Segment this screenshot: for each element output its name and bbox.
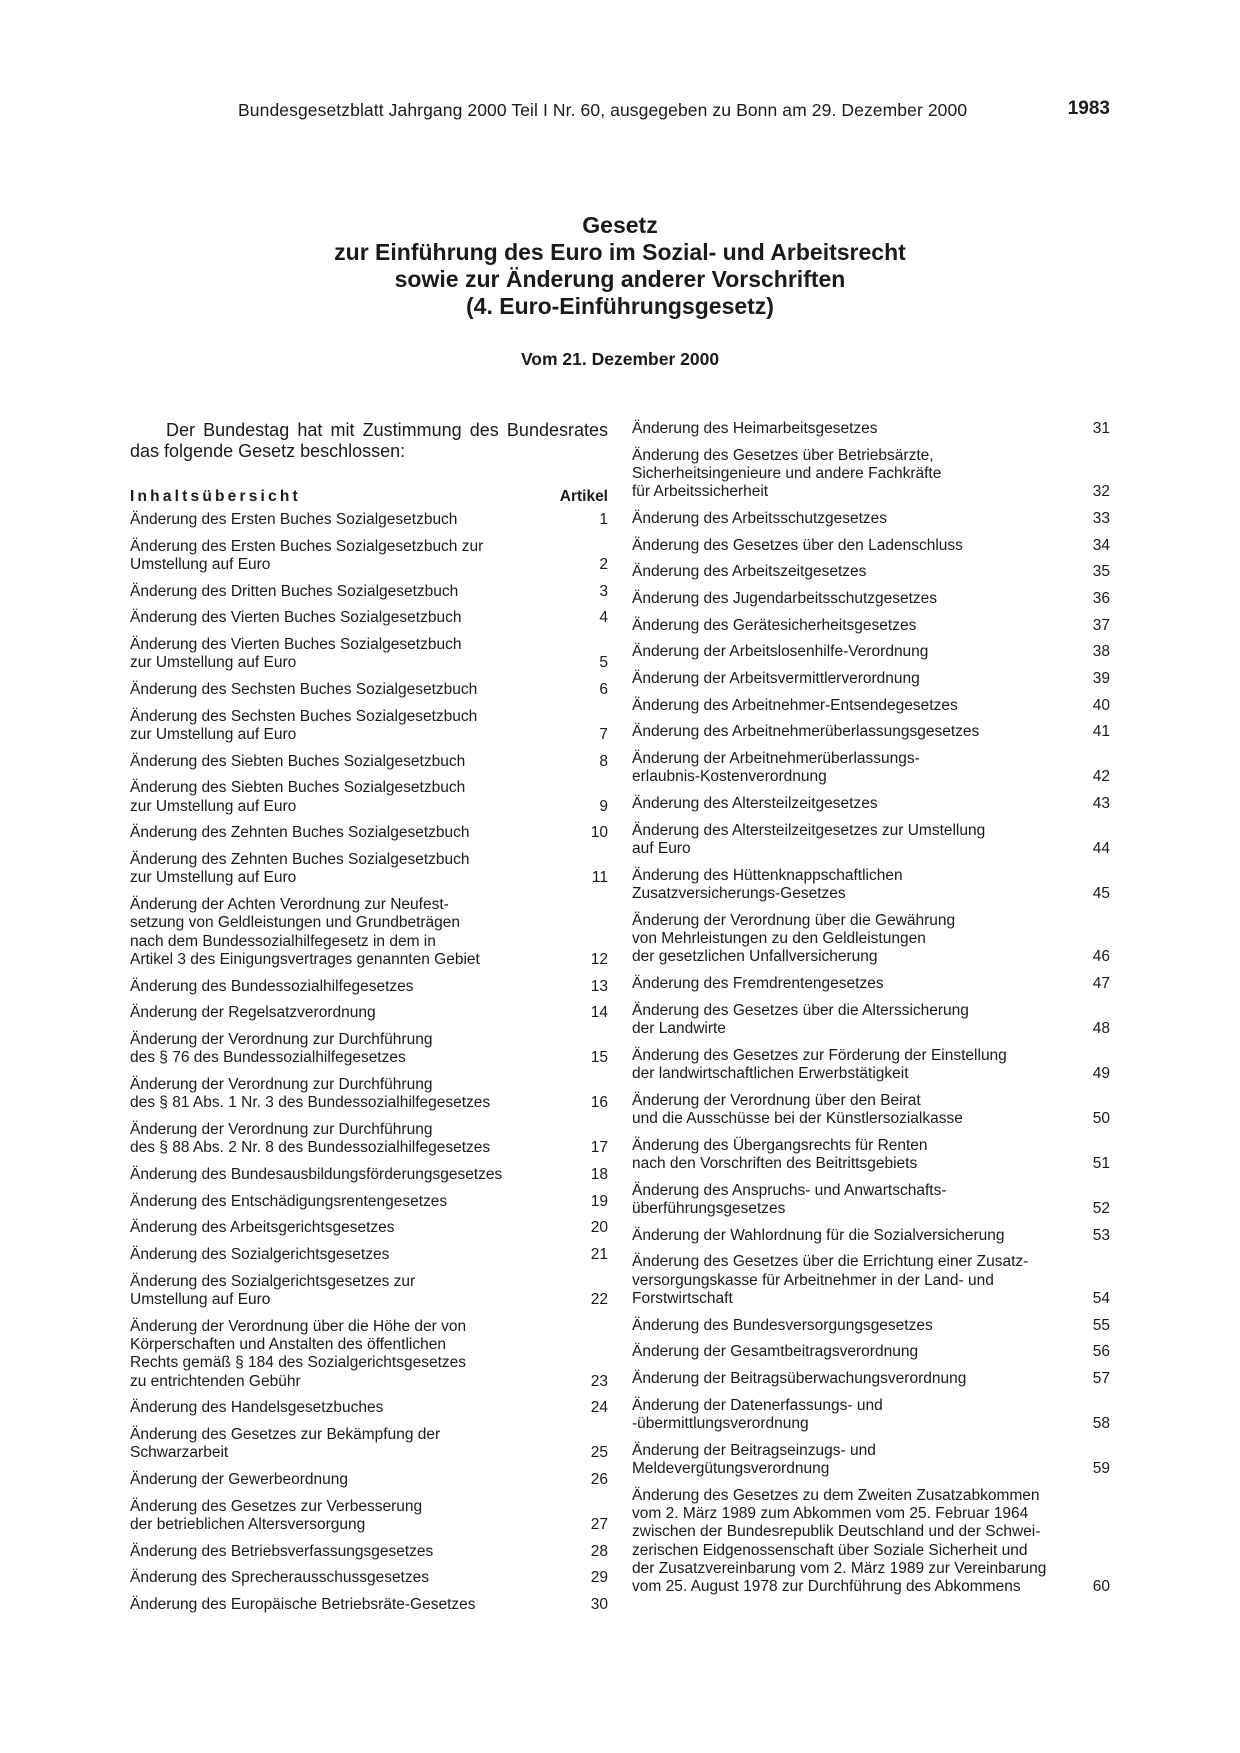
toc-entry-text: Änderung des Gesetzes zur Förderung der Einstellung der landwirtschaftlichen Erwerbstätigkeit [632, 1046, 1007, 1083]
toc-entry-article-number: 2 [599, 555, 608, 573]
toc-entry-text: Änderung des Gesetzes zur Verbesserung der betrieblichen Altersversorgung [130, 1497, 423, 1533]
toc-entry [632, 563, 1110, 581]
toc-entry-article-number: 14 [590, 1004, 608, 1022]
toc-entry [632, 1370, 1110, 1388]
toc-entry-text: Änderung des Bundesversorgungsgesetzes [632, 1316, 933, 1334]
toc-entry-text: Änderung des Arbeitnehmerüberlassungsgesetzes [632, 723, 980, 741]
toc-entry-article-number: 57 [1092, 1370, 1110, 1388]
toc-entry [130, 978, 608, 996]
toc-entry-article-number: 46 [1092, 948, 1110, 966]
toc-entry-article-number: 34 [1092, 536, 1110, 554]
toc-entry-text: Änderung der Verordnung über die Höhe der von Körperschaften und Anstalten des öffentlichen Rechts gemäß § 184 des Sozialgerichtsgesetzes zu entrichtenden Gebühr [130, 1317, 467, 1390]
toc-entry-text: Änderung der Verordnung über die Gewährung von Mehrleistungen zu den Geldleistungen der gesetzlichen Unfallversicherung [632, 911, 956, 966]
toc-entry-text: Änderung der Datenerfassungs- und -übermittlungsverordnung [632, 1396, 883, 1433]
toc-entry-text: Änderung des Arbeitsgerichtsgesetzes [130, 1219, 395, 1237]
toc-entry-article-number: 56 [1092, 1343, 1110, 1361]
toc-entry-article-number: 4 [599, 609, 608, 627]
toc-entry [130, 1121, 608, 1158]
toc-entry [130, 681, 608, 699]
toc-entry [130, 538, 608, 575]
toc-entry [130, 824, 608, 842]
toc-entry [130, 511, 608, 529]
toc-entry [632, 1487, 1110, 1597]
toc-entry-text: Änderung der Verordnung zur Durchführung des § 81 Abs. 1 Nr. 3 des Bundessozialhilfegesetzes [130, 1075, 491, 1112]
toc-entry [632, 750, 1110, 787]
toc-entry-text: Änderung des Arbeitsschutzgesetzes [632, 509, 888, 527]
toc-entry-article-number: 32 [1092, 483, 1110, 501]
toc-entry [130, 609, 608, 627]
toc-entry [632, 643, 1110, 661]
toc-entry-text: Änderung des Siebten Buches Sozialgesetzbuch [130, 752, 466, 770]
toc-entry-article-number: 39 [1092, 670, 1110, 688]
toc-entry [632, 822, 1110, 859]
toc-entry-article-number: 55 [1092, 1316, 1110, 1334]
toc-entry [632, 1253, 1110, 1308]
toc-entry-text: Änderung der Beitragseinzugs- und Meldevergütungsverordnung [632, 1441, 876, 1477]
toc-entry [632, 1002, 1110, 1039]
toc-entry-article-number: 51 [1092, 1155, 1110, 1173]
toc-entry-article-number: 33 [1092, 509, 1110, 527]
toc-entry [632, 697, 1110, 715]
toc-entry-text: Änderung der Arbeitsvermittlerverordnung [632, 670, 920, 688]
toc-entry [130, 1498, 608, 1535]
toc-entry-text: Änderung des Sozialgerichtsgesetzes [130, 1246, 390, 1264]
toc-entry-article-number: 36 [1092, 590, 1110, 608]
toc-entry-article-number: 5 [599, 654, 608, 672]
toc-entry-text: Änderung der Verordnung zur Durchführung des § 76 des Bundessozialhilfegesetzes [130, 1031, 433, 1067]
toc-entry [632, 447, 1110, 502]
toc-entry-article-number: 31 [1092, 420, 1110, 437]
toc-entry-article-number: 16 [590, 1094, 608, 1112]
toc-entry-text: Änderung des Sprecherausschussgesetzes [130, 1569, 429, 1587]
toc-entry-article-number: 53 [1092, 1226, 1110, 1244]
toc-entry [130, 1596, 608, 1614]
toc-entry-text: Änderung des Gesetzes über die Alterssicherung der Landwirte [632, 1001, 969, 1038]
toc-entry-text: Änderung des Anspruchs- und Anwartschafts- überführungsgesetzes [632, 1181, 947, 1217]
toc-entry [632, 617, 1110, 635]
toc-entry [632, 1442, 1110, 1479]
toc-entry [632, 723, 1110, 741]
toc-entry-text: Änderung des Übergangsrechts für Renten nach den Vorschriften des Beitrittsgebiets [632, 1136, 928, 1173]
toc-entry-text: Änderung des Heimarbeitsgesetzes [632, 420, 878, 437]
toc-entry-text: Änderung der Wahlordnung für die Sozialversicherung [632, 1226, 1005, 1244]
toc-entry [632, 795, 1110, 813]
toc-entry [130, 851, 608, 888]
toc-entry [632, 1227, 1110, 1245]
toc-entry [130, 1166, 608, 1184]
toc-entry-text: Änderung des Ersten Buches Sozialgesetzbuch [130, 511, 458, 528]
toc-entry [632, 670, 1110, 688]
toc-entry-article-number: 19 [590, 1192, 608, 1210]
toc-entry [632, 420, 1110, 438]
toc-entry-text: Änderung des Gesetzes über Betriebsärzte, Sicherheitsingenieure und andere Fachkräfte für Arbeitssicherheit [632, 446, 942, 501]
toc-entry-article-number: 59 [1092, 1460, 1110, 1477]
toc-entry-text: Änderung des Sechsten Buches Sozialgesetzbuch zur Umstellung auf Euro [130, 707, 478, 744]
toc-entry-text: Änderung des Betriebsverfassungsgesetzes [130, 1542, 434, 1560]
toc-entry-article-number: 26 [590, 1470, 608, 1488]
toc-entry-text: Änderung des Vierten Buches Sozialgesetzbuch zur Umstellung auf Euro [130, 636, 462, 672]
toc-entry-article-number: 49 [1092, 1065, 1110, 1083]
toc-entry-article-number: 45 [1092, 885, 1110, 903]
toc-entry-text: Änderung des Gesetzes zu dem Zweiten Zusatzabkommen vom 2. März 1989 zum Abkommen vom 25. Februar 1964 zwischen der Bundesrepublik Deutschland und der Schwei- zerischen Eidgenossenschaft über Soziale Sicherheit und der Zusatzvereinbarung vom 2. März 1989 zur Vereinbarung vom 25. August 1978 zur Durchführung des Abkommens [632, 1486, 1047, 1596]
toc-entry [130, 1543, 608, 1561]
toc-entry-article-number: 10 [590, 824, 608, 842]
toc-entry-text: Änderung der Gewerbeordnung [130, 1470, 349, 1488]
document-title [0, 212, 1240, 320]
toc-entry-article-number: 42 [1092, 768, 1110, 786]
toc-entry-article-number: 23 [590, 1372, 608, 1390]
toc-entry-text: Änderung des Zehnten Buches Sozialgesetzbuch zur Umstellung auf Euro [130, 851, 470, 887]
toc-entry-article-number: 38 [1092, 643, 1110, 661]
toc-entry-article-number: 60 [1092, 1578, 1110, 1596]
toc-entry [130, 636, 608, 673]
page-header [238, 100, 1110, 124]
toc-entry [632, 1092, 1110, 1129]
toc-entry-article-number: 54 [1092, 1289, 1110, 1307]
toc-entry [632, 590, 1110, 608]
toc-entry [130, 583, 608, 601]
toc-entry [130, 1031, 608, 1068]
toc-entry-text: Änderung des Zehnten Buches Sozialgesetzbuch [130, 824, 470, 842]
toc-entry [632, 975, 1110, 993]
toc-entry-text: Änderung der Gesamtbeitragsverordnung [632, 1343, 919, 1361]
toc-entry-article-number: 20 [590, 1219, 608, 1237]
toc-entry-text: Änderung des Dritten Buches Sozialgesetzbuch [130, 582, 459, 600]
toc-entry-article-number: 3 [599, 582, 608, 600]
toc-entry-article-number: 50 [1092, 1110, 1110, 1128]
toc-column-label: Artikel [559, 488, 608, 505]
toc-entry-text: Änderung des Gesetzes über die Errichtung einer Zusatz- versorgungskasse für Arbeitnehmer in der Land- und Forstwirtschaft [632, 1253, 1029, 1307]
toc-entry-text: Änderung des Altersteilzeitgesetzes [632, 795, 878, 813]
toc-entry-text: Änderung des Ersten Buches Sozialgesetzbuch zur Umstellung auf Euro [130, 537, 484, 573]
toc-entry-text: Änderung des Bundessozialhilfegesetzes [130, 977, 414, 995]
toc-entry-text: Änderung der Verordnung über den Beirat und die Ausschüsse bei der Künstlersozialkasse [632, 1091, 963, 1128]
toc-entry-text: Änderung des Gesetzes über den Ladenschluss [632, 536, 963, 554]
toc-entry-text: Änderung des Entschädigungsrentengesetzes [130, 1192, 448, 1210]
toc-entry-text: Änderung des Bundesausbildungsförderungsgesetzes [130, 1165, 503, 1183]
toc-entry-article-number: 1 [599, 511, 608, 528]
toc-entry [130, 779, 608, 816]
toc-entry-article-number: 47 [1092, 975, 1110, 993]
title-line-1: Gesetz [582, 212, 658, 238]
toc-entry [130, 1471, 608, 1489]
toc-entry-article-number: 13 [590, 977, 608, 995]
toc-entry [632, 1137, 1110, 1174]
toc-entry [632, 1182, 1110, 1219]
toc-entry [632, 1397, 1110, 1434]
toc-entry [130, 753, 608, 771]
toc-entry [632, 912, 1110, 967]
toc-list-left [130, 511, 608, 1614]
toc-entry [632, 1047, 1110, 1084]
document-date: Vom 21. Dezember 2000 [520, 349, 720, 369]
toc-entry [130, 1399, 608, 1417]
toc-entry-text: Änderung des Gesetzes zur Bekämpfung der Schwarzarbeit [130, 1425, 441, 1462]
toc-entry [130, 896, 608, 969]
toc-entry-text: Änderung des Siebten Buches Sozialgesetzbuch zur Umstellung auf Euro [130, 779, 466, 815]
title-line-3: sowie zur Änderung anderer Vorschriften [394, 266, 846, 292]
title-line-2: zur Einführung des Euro im Sozial- und Arbeitsrecht [334, 239, 906, 265]
toc-entry-text: Änderung des Europäische Betriebsräte-Gesetzes [130, 1595, 476, 1613]
toc-entry-article-number: 22 [590, 1291, 608, 1308]
toc-entry-article-number: 9 [599, 797, 608, 815]
toc-entry [130, 1193, 608, 1211]
toc-entry [632, 1343, 1110, 1361]
toc-entry-article-number: 30 [590, 1595, 608, 1613]
toc-entry-article-number: 15 [590, 1049, 608, 1067]
left-column [130, 420, 608, 1623]
toc-entry-text: Änderung des Handelsgesetzbuches [130, 1399, 384, 1417]
toc-entry-text: Änderung der Arbeitslosenhilfe-Verordnung [632, 643, 929, 661]
toc-entry-article-number: 41 [1092, 723, 1110, 741]
toc-entry-text: Änderung des Jugendarbeitsschutzgesetzes [632, 590, 938, 608]
toc-entry-article-number: 28 [590, 1542, 608, 1560]
toc-entry-article-number: 29 [590, 1569, 608, 1587]
toc-entry [130, 1076, 608, 1113]
toc-entry-article-number: 35 [1092, 563, 1110, 581]
toc-entry-article-number: 25 [590, 1444, 608, 1462]
toc-entry-article-number: 24 [590, 1399, 608, 1417]
toc-entry [632, 867, 1110, 904]
toc-entry-article-number: 8 [599, 752, 608, 770]
toc-list-right [632, 420, 1110, 1596]
intro-paragraph: Der Bundestag hat mit Zustimmung des Bundesrates das folgende Gesetz beschlossen: [130, 420, 608, 461]
toc-entry-text: Änderung der Verordnung zur Durchführung des § 88 Abs. 2 Nr. 8 des Bundessozialhilfegesetzes [130, 1120, 491, 1157]
toc-entry [130, 1004, 608, 1022]
toc-entry [130, 1426, 608, 1463]
toc-entry-article-number: 6 [599, 681, 608, 699]
right-column [632, 420, 1110, 1605]
toc-entry [130, 1219, 608, 1237]
toc-header [130, 488, 608, 506]
toc-entry-article-number: 17 [590, 1139, 608, 1157]
toc-entry [632, 1317, 1110, 1335]
toc-entry-article-number: 44 [1092, 840, 1110, 858]
toc-entry-text: Änderung des Hüttenknappschaftlichen Zusatzversicherungs-Gesetzes [632, 866, 903, 903]
toc-entry-text: Änderung des Altersteilzeitgesetzes zur Umstellung auf Euro [632, 821, 986, 858]
toc-entry-article-number: 27 [590, 1515, 608, 1533]
toc-entry-article-number: 43 [1092, 795, 1110, 813]
toc-entry [130, 1318, 608, 1391]
toc-entry-text: Änderung des Vierten Buches Sozialgesetzbuch [130, 609, 462, 627]
toc-entry-article-number: 7 [599, 726, 608, 744]
toc-entry-article-number: 58 [1092, 1415, 1110, 1433]
toc-entry [130, 708, 608, 745]
toc-entry-article-number: 11 [591, 869, 608, 887]
toc-entry-text: Änderung des Sechsten Buches Sozialgesetzbuch [130, 681, 478, 699]
toc-entry-article-number: 48 [1092, 1020, 1110, 1038]
toc-entry-article-number: 18 [590, 1165, 608, 1183]
toc-entry-text: Änderung des Fremdrentengesetzes [632, 975, 884, 993]
toc-entry [632, 537, 1110, 555]
toc-heading: Inhaltsübersicht [130, 488, 301, 505]
toc-entry [130, 1246, 608, 1264]
toc-entry-text: Änderung der Beitragsüberwachungsverordnung [632, 1370, 967, 1388]
toc-entry-article-number: 12 [590, 950, 608, 968]
running-header: Bundesgesetzblatt Jahrgang 2000 Teil I Nr. 60, ausgegeben zu Bonn am 29. Dezember 2000 [238, 100, 968, 120]
toc-entry-article-number: 40 [1092, 696, 1110, 714]
toc-entry-article-number: 37 [1092, 616, 1110, 634]
toc-entry [632, 510, 1110, 528]
toc-entry [130, 1569, 608, 1587]
page-number: 1983 [1067, 98, 1110, 119]
toc-entry-text: Änderung der Arbeitnehmerüberlassungs- erlaubnis-Kostenverordnung [632, 750, 920, 786]
toc-entry-article-number: 52 [1092, 1200, 1110, 1217]
toc-entry-text: Änderung der Regelsatzverordnung [130, 1004, 376, 1022]
title-line-4: (4. Euro-Einführungsgesetz) [466, 293, 774, 319]
toc-entry-article-number: 21 [590, 1246, 608, 1264]
toc-entry-text: Änderung des Arbeitszeitgesetzes [632, 563, 867, 581]
toc-entry-text: Änderung des Arbeitnehmer-Entsendegesetzes [632, 696, 958, 714]
toc-entry-text: Änderung des Gerätesicherheitsgesetzes [632, 616, 917, 634]
toc-entry-text: Änderung der Achten Verordnung zur Neufest- setzung von Geldleistungen und Grundbeträgen nach dem Bundessozialhilfegesetz in dem in Artikel 3 des Einigungsvertrages genannten Gebiet [130, 896, 480, 968]
toc-entry [130, 1273, 608, 1310]
toc-entry-text: Änderung des Sozialgerichtsgesetzes zur Umstellung auf Euro [130, 1272, 416, 1308]
